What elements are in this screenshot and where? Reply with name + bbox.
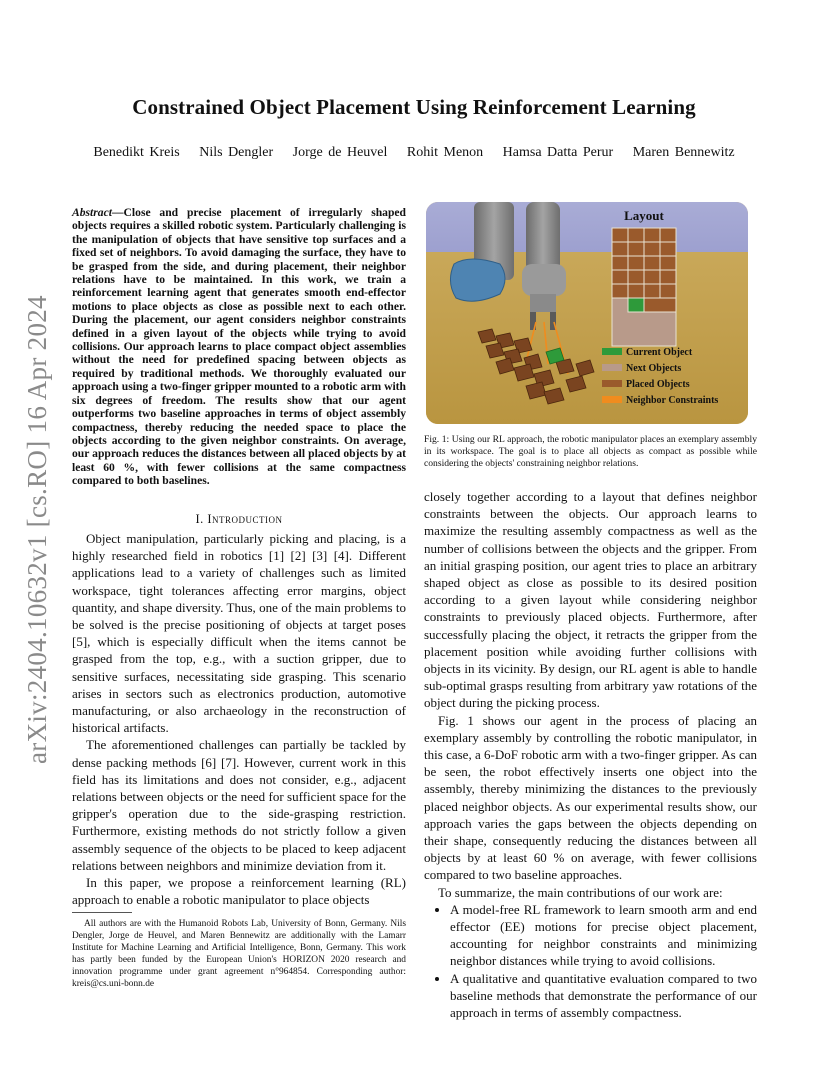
legend-swatch [602, 380, 622, 387]
contributions-list [424, 901, 757, 1021]
arxiv-stamp: arXiv:2404.10632v1 [cs.RO] 16 Apr 2024 [22, 295, 52, 764]
legend-label: Neighbor Constraints [626, 395, 719, 406]
figure-illustration [426, 202, 748, 424]
paragraph: closely together according to a layout that defines neighbor constraints between the objects. Our approach learns to maximize the resulting assembly compactness as well as the number of collisions between the objects and the gripper. From an initial grasping position, our agent tries to place an arbitrary shaped object as close as possible to its desired position according to a given layout while considering neighbor constraints to previously placed objects. Furthermore, after successfully placing the object, it retracts the gripper from the placement position while avoiding further collisions with objects in its vicinity. By design, our RL agent is able to handle sub-optimal grasps resulting from arbitrary yaw rotations of the object during the picking process. [424, 489, 757, 711]
layout-panel-title: Layout [624, 208, 664, 223]
paragraph: The aforementioned challenges can partially be tackled by dense packing methods [6] [7]. However, current work in this field has its limitations and does not consider, e.g., adjacent relations between objects or the need for sufficient space for the gripper's operation due to the side-grasping restriction. Furthermore, existing methods do not strictly follow a given assembly sequence of the objects to be placed to keep adjacent relations between neighbors and minimize deviation from it. [72, 737, 406, 873]
section-title: Introduction [207, 512, 283, 526]
paragraph: To summarize, the main contributions of our work are: [438, 884, 723, 900]
author: Rohit Menon [406, 145, 484, 160]
paragraph: In this paper, we propose a reinforcement learning (RL) approach to enable a robotic manipulator to place objects [72, 875, 406, 908]
intro-right [424, 488, 757, 1021]
paragraph: Fig. 1 shows our agent in the process of placing an exemplary assembly by controlling the robotic manipulator, in this case, a 6-DoF robotic arm with a two-finger gripper. As can be seen, the robot effectively inserts one object into the assembly, thereby minimizing the distances to the previously placed neighbor objects. As our experimental results show, our approach varies the gaps between the objects depending on their shape, consequently reducing the distances between all objects by at least 60 % on average, with fewer collisions compared to two baseline approaches. [424, 712, 757, 883]
abstract [72, 206, 406, 488]
contribution-item: • A qualitative and quantitative evaluation compared to two baseline methods that demonstrate the performance of our approach in terms of assembly compactness. [450, 970, 757, 1022]
author: Hamsa Datta Perur [502, 145, 614, 160]
intro-left [72, 530, 406, 908]
figure-caption: Fig. 1: Using our RL approach, the robotic manipulator places an exemplary assembly in its workspace. The goal is to place all objects as compact as possible while considering the objects' constraining neighbor relations. [424, 434, 757, 469]
figure-1 [426, 202, 748, 424]
footnote [72, 918, 406, 990]
abstract-body: Close and precise placement of irregularly shaped objects requires a skilled robotic system. Particularly challenging is the manipulation of objects that have sensitive top surfaces and a fixed set of neighbors. To avoid damaging the surface, they have to be grasped from the side, and during placement, their neighbor relations have to be maintained. In this work, we train a reinforcement learning agent that generates smooth end-effector motions to place objects as close as possible next to each other. During the placement, our agent considers neighbor constraints defined in a given layout of the objects while trying to avoid collisions. Our approach learns to place compact object assemblies without the need for predefined spacing between objects as required by traditional methods. We thoroughly evaluated our approach using a two-finger gripper mounted to a robotic arm with six degrees of freedom. The results show that our agent outperforms two baseline approaches in terms of object assembly compactness, thereby reducing the needed space to place the objects according to the given neighbor constraints. On average, our approach reduces the distances between all placed objects by at least 60 %, with fewer collisions at the same compactness compared to both baselines. [72, 206, 406, 488]
contribution-item: • A model-free RL framework to learn smooth arm and end effector (EE) motions for precise object placement, accounting for neighbor constraints and minimizing neighbor distances while trying to avoid collisions. [450, 901, 757, 970]
author: Nils Dengler [199, 145, 274, 160]
author: Benedikt Kreis [93, 145, 180, 160]
footnote-rule [72, 912, 132, 913]
paragraph: Object manipulation, particularly picking and placing, is a highly researched field in robotics [1] [2] [3] [4]. Different applications lead to a variety of challenges such as limited workspace, tight tolerances affecting error margins, object quantity, and shape diversity. Thus, one of the main problems to be solved is the precise positioning of objects at target poses [5], which is especially difficult when the items cannot be grasped from the top, e.g., with a suction gripper, due to sensitive surfaces, necessitating side grasping. This scenario arises in sectors such as electronics production, automotive manufacturing, or also archaeology in the reconstruction of historical artifacts. [72, 531, 406, 736]
footnote-text: All authors are with the Humanoid Robots Lab, University of Bonn, Germany. Nils Dengler, Jorge de Heuvel, and Maren Bennewitz are additionally with the Lamarr Institute for Machine Learning and Artificial Intelligence, Bonn, Germany. This work has partly been funded by the European Union's HORIZON 2020 research and innovation programme under grant agreement n°964854. Corresponding author: kreis@cs.uni-bonn.de [72, 919, 406, 989]
legend-swatch [602, 364, 622, 371]
layout-grid [612, 228, 676, 346]
legend-swatch [602, 348, 622, 355]
section-number: I. [195, 512, 204, 526]
section-heading [72, 512, 406, 527]
legend-label: Next Objects [626, 363, 682, 374]
legend-label: Placed Objects [626, 379, 690, 390]
legend-label: Current Object [626, 347, 693, 358]
author: Jorge de Heuvel [292, 145, 388, 160]
legend-swatch [602, 396, 622, 403]
paper-title: Constrained Object Placement Using Reinforcement Learning [132, 95, 696, 119]
author-list [0, 145, 828, 161]
abstract-lead: Abstract— [72, 206, 124, 219]
author: Maren Bennewitz [632, 145, 735, 160]
